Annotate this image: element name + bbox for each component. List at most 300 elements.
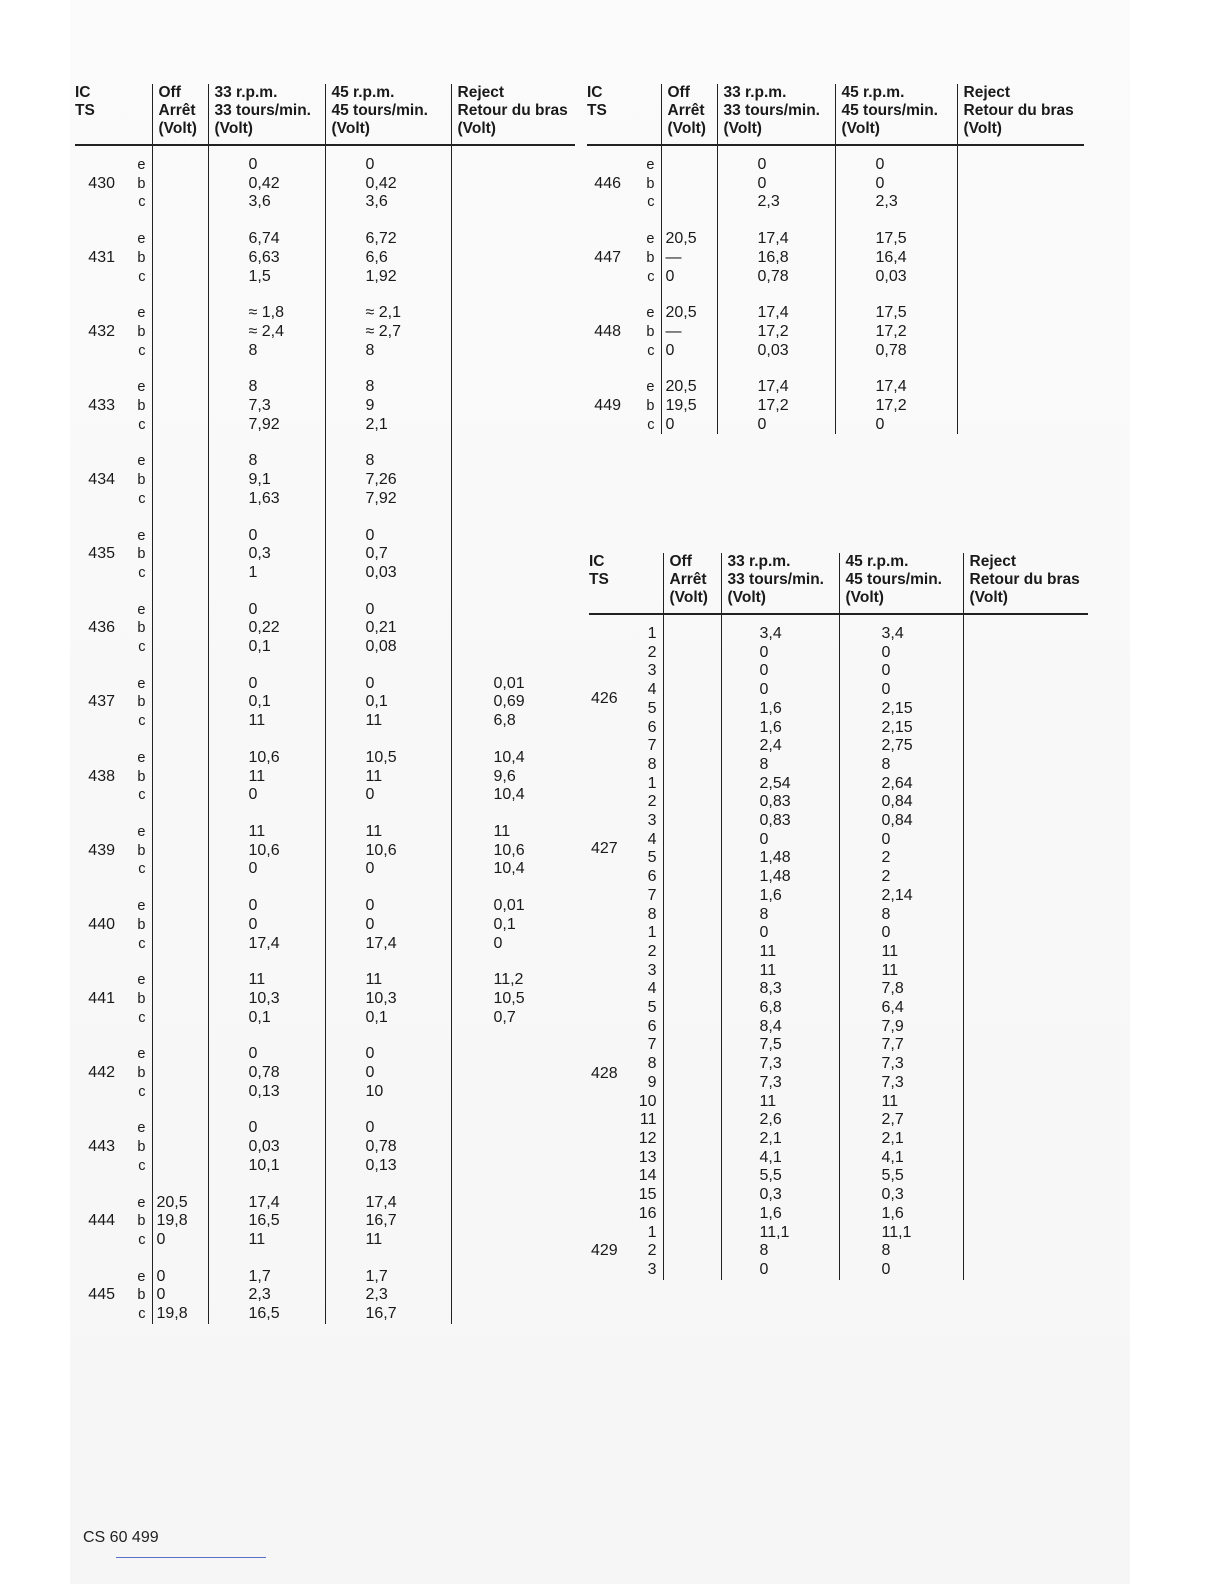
- voltage-value: 2,15: [881, 718, 913, 736]
- pin-number: 7: [647, 886, 657, 904]
- voltage-value: 7,5: [759, 1036, 782, 1054]
- pin-label: e: [137, 601, 146, 618]
- transistor-row: [75, 1250, 575, 1324]
- reject-values: [957, 360, 1084, 434]
- reject-values: [451, 212, 575, 286]
- header-33-rpm-line: 33 r.p.m.: [727, 553, 791, 570]
- voltage-value: 0: [875, 415, 885, 433]
- pin-number: 2: [647, 793, 657, 811]
- pin-number: 1: [647, 924, 657, 942]
- voltage-value: [157, 342, 208, 361]
- voltage-value: [157, 935, 208, 954]
- voltage-value: [1000, 378, 1085, 397]
- pin-number: 6: [647, 1017, 657, 1035]
- reject-values: [451, 509, 575, 583]
- table-header: [587, 84, 1084, 145]
- voltage-value: [157, 897, 208, 916]
- voltage-value: 0: [759, 662, 769, 680]
- pin-labels: [621, 286, 661, 360]
- header-33-rpm-line: 33 r.p.m.: [214, 84, 278, 101]
- rpm33-values: [208, 1027, 325, 1101]
- voltage-value: [157, 564, 208, 583]
- voltage-value: [157, 378, 208, 397]
- pin-number: 2: [647, 942, 657, 960]
- reject-values: [957, 212, 1084, 286]
- voltage-value: [157, 397, 208, 416]
- transistor-id: 431: [88, 248, 115, 266]
- pin-number: 16: [638, 1204, 657, 1222]
- transistor-row: [75, 509, 575, 583]
- header-reject-line: Reject: [457, 84, 505, 101]
- pin-label: b: [646, 249, 655, 266]
- voltage-value: [494, 304, 576, 323]
- voltage-value: 0: [248, 786, 258, 804]
- voltage-value: 10,6: [493, 841, 525, 859]
- off-values: [152, 434, 208, 508]
- voltage-value: [1000, 175, 1085, 194]
- ic-row: [589, 614, 1088, 775]
- pin-labels: [115, 212, 152, 286]
- voltage-value: 7,3: [759, 1073, 782, 1091]
- rpm45-values: [835, 212, 957, 286]
- voltage-value: 0,83: [759, 812, 791, 830]
- transistor-table-left: [75, 84, 575, 1324]
- voltage-value: [494, 1119, 576, 1138]
- voltage-value: 6,6: [365, 248, 388, 266]
- off-values: [152, 286, 208, 360]
- pin-label: b: [137, 1287, 146, 1304]
- header-reject: [957, 84, 1084, 145]
- voltage-value: 0: [875, 156, 885, 173]
- voltage-value: 16,4: [875, 248, 907, 266]
- voltage-value: 0: [881, 643, 891, 661]
- pin-number: 13: [638, 1148, 657, 1166]
- transistor-table-right: [587, 84, 1084, 434]
- pin-number: 10: [638, 1092, 657, 1110]
- rpm45-values: [325, 145, 451, 212]
- pin-label: c: [138, 342, 146, 359]
- table-body: [587, 145, 1084, 434]
- voltage-value: 0: [248, 674, 258, 692]
- voltage-value: 8,3: [759, 980, 782, 998]
- pin-label: c: [138, 1306, 146, 1323]
- voltage-value: [157, 971, 208, 990]
- off-values: [661, 360, 717, 434]
- voltage-value: 1,63: [248, 489, 280, 507]
- voltage-value: 0,1: [365, 693, 388, 711]
- rpm45-values: [325, 434, 451, 508]
- pin-number: 5: [647, 999, 657, 1017]
- voltage-value: 0: [248, 600, 258, 618]
- pin-label: e: [137, 157, 146, 173]
- voltage-value: [157, 1064, 208, 1083]
- header-45-rpm-line: 45 r.p.m.: [841, 84, 905, 101]
- header-off-line: (Volt): [158, 120, 197, 137]
- pin-label: b: [137, 842, 146, 859]
- voltage-value: 0: [757, 415, 767, 433]
- transistor-id: 441: [88, 989, 115, 1007]
- voltage-value: [157, 1009, 208, 1028]
- rpm45-values: [325, 1027, 451, 1101]
- voltage-value: 8: [881, 1242, 891, 1260]
- voltage-value: [157, 1083, 208, 1102]
- pin-label: b: [646, 323, 655, 340]
- voltage-value: 0: [365, 897, 375, 915]
- reject-values: [451, 879, 575, 953]
- voltage-value: [157, 1045, 208, 1064]
- pin-number: 11: [639, 1111, 657, 1129]
- rpm33-values: [208, 805, 325, 879]
- header-45-rpm-line: 45 tours/min.: [331, 102, 428, 119]
- voltage-value: 11: [365, 822, 383, 840]
- voltage-value: 11: [881, 942, 899, 960]
- pin-label: e: [137, 1046, 146, 1063]
- voltage-value: 11: [365, 712, 383, 730]
- off-values: [661, 286, 717, 360]
- transistor-row: [75, 731, 575, 805]
- pin-number: 4: [647, 681, 657, 699]
- voltage-value: 10,4: [493, 860, 525, 878]
- voltage-value: 10,3: [365, 989, 397, 1007]
- voltage-value: 0,1: [248, 693, 271, 711]
- pin-labels: [115, 583, 152, 657]
- off-values: [661, 145, 717, 212]
- header-33-rpm-line: (Volt): [723, 120, 762, 137]
- voltage-value: 0,03: [875, 267, 907, 285]
- transistor-id: 447: [594, 248, 621, 266]
- voltage-value: 2,3: [875, 193, 898, 211]
- voltage-value: 6,72: [365, 230, 397, 248]
- pin-number: 8: [647, 1055, 657, 1073]
- reject-values: [963, 614, 1088, 775]
- voltage-value: 9: [365, 397, 375, 415]
- pin-number: 4: [647, 830, 657, 848]
- voltage-value: 8: [248, 452, 258, 470]
- voltage-value: 2,3: [757, 193, 780, 211]
- header-33-rpm: [208, 84, 325, 145]
- off-values: [152, 212, 208, 286]
- pin-label: c: [138, 1083, 146, 1100]
- voltage-value: 16,5: [248, 1305, 280, 1323]
- pin-label: b: [137, 1139, 146, 1156]
- voltage-value: 0: [365, 786, 375, 804]
- voltage-value: 1,7: [365, 1267, 388, 1285]
- voltage-value: 7,9: [881, 1017, 904, 1035]
- header-reject-line: Retour du bras: [963, 102, 1074, 119]
- rpm45-values: [839, 1224, 963, 1280]
- transistor-row: [587, 145, 1084, 212]
- rpm45-values: [325, 1101, 451, 1175]
- rpm33-values: [721, 775, 839, 925]
- voltage-value: [157, 323, 208, 342]
- pin-labels: [115, 434, 152, 508]
- voltage-value: 1,5: [248, 267, 271, 285]
- voltage-value: [494, 1305, 576, 1324]
- pin-label: e: [646, 157, 655, 173]
- pin-label: e: [137, 1268, 146, 1285]
- rpm33-values: [721, 614, 839, 775]
- transistor-id: 430: [88, 174, 115, 192]
- pin-label: b: [646, 398, 655, 415]
- voltage-value: 2,1: [881, 1129, 904, 1147]
- rpm33-values: [721, 1224, 839, 1280]
- pin-label: c: [647, 342, 655, 359]
- voltage-value: 0: [881, 924, 891, 942]
- off-values: [663, 924, 721, 1223]
- transistor-row: [75, 953, 575, 1027]
- pin-label: b: [137, 546, 146, 563]
- pin-number: 3: [647, 1260, 657, 1278]
- voltage-value: 0: [365, 1119, 375, 1137]
- voltage-value: 0: [365, 915, 375, 933]
- voltage-value: [157, 416, 208, 435]
- voltage-value: 8: [759, 1242, 769, 1260]
- header-ic-ts-line: IC: [587, 84, 603, 101]
- reject-values: [451, 657, 575, 731]
- transistor-row: [587, 360, 1084, 434]
- voltage-value: 5,5: [881, 1167, 904, 1185]
- voltage-value: 0,13: [248, 1082, 280, 1100]
- voltage-value: [494, 416, 576, 435]
- voltage-value: ≈ 2,7: [365, 322, 401, 340]
- header-45-rpm: [325, 84, 451, 145]
- voltage-value: 0: [248, 915, 258, 933]
- pin-label: b: [137, 1213, 146, 1230]
- voltage-value: 10: [365, 1082, 384, 1100]
- off-values: [152, 1250, 208, 1324]
- voltage-value: 3,4: [759, 625, 782, 642]
- voltage-value: [1000, 397, 1085, 416]
- voltage-value: 8: [881, 905, 891, 923]
- voltage-value: 0: [759, 924, 769, 942]
- voltage-value: 17,2: [875, 322, 907, 340]
- pin-number: 8: [647, 755, 657, 773]
- pin-numbers: [623, 614, 663, 775]
- voltage-value: 2,64: [881, 774, 913, 792]
- pin-label: c: [138, 861, 146, 878]
- voltage-value: 10,6: [248, 748, 280, 766]
- rpm45-values: [839, 924, 963, 1223]
- rpm45-values: [325, 953, 451, 1027]
- voltage-value: 4,1: [881, 1148, 904, 1166]
- table-header: [589, 553, 1088, 614]
- rpm45-values: [325, 657, 451, 731]
- voltage-value: 11: [365, 1230, 383, 1248]
- voltage-value: 17,4: [365, 1193, 397, 1211]
- header-off-line: Off: [667, 84, 690, 101]
- rpm45-values: [325, 1250, 451, 1324]
- voltage-value: 19,8: [156, 1212, 188, 1230]
- pin-labels: [115, 805, 152, 879]
- pin-labels: [115, 731, 152, 805]
- header-ic-ts-line: IC: [75, 84, 91, 101]
- voltage-value: [494, 378, 576, 397]
- pin-label: e: [137, 675, 146, 692]
- header-reject-line: Reject: [963, 84, 1011, 101]
- voltage-value: 8: [248, 341, 258, 359]
- header-33-rpm-line: 33 tours/min.: [727, 571, 824, 588]
- rpm33-values: [208, 1176, 325, 1250]
- voltage-value: [157, 601, 208, 620]
- pin-labels: [115, 953, 152, 1027]
- pin-label: c: [138, 713, 146, 730]
- voltage-value: [157, 452, 208, 471]
- pin-label: c: [138, 194, 146, 211]
- pin-label: c: [138, 1157, 146, 1174]
- pin-label: b: [137, 1065, 146, 1082]
- pin-number: 4: [647, 980, 657, 998]
- header-45-rpm-line: 45 r.p.m.: [845, 553, 909, 570]
- voltage-value: [157, 823, 208, 842]
- pin-label: b: [137, 398, 146, 415]
- rpm45-values: [325, 509, 451, 583]
- voltage-value: [494, 471, 576, 490]
- voltage-value: [157, 693, 208, 712]
- transistor-id: 439: [88, 841, 115, 859]
- voltage-value: 0: [665, 415, 675, 433]
- voltage-value: [494, 1231, 576, 1250]
- rpm33-values: [721, 924, 839, 1223]
- header-off-line: Arrêt: [667, 102, 705, 119]
- header-ic-ts-line: TS: [587, 102, 607, 119]
- voltage-value: 20,5: [665, 378, 697, 396]
- pin-label: c: [138, 268, 146, 285]
- pin-number: 14: [638, 1167, 657, 1185]
- voltage-value: [157, 268, 208, 287]
- voltage-value: [157, 304, 208, 323]
- voltage-value: 0: [248, 1119, 258, 1137]
- header-45-rpm: [839, 553, 963, 614]
- voltage-value: 1,6: [759, 699, 782, 717]
- voltage-value: [157, 490, 208, 509]
- header-reject-line: Retour du bras: [969, 571, 1080, 588]
- rpm33-values: [208, 657, 325, 731]
- transistor-id: 433: [88, 397, 115, 415]
- voltage-value: 1,6: [759, 718, 782, 736]
- header-33-rpm: [721, 553, 839, 614]
- header-off-line: Off: [669, 553, 692, 570]
- transistor-id: 443: [88, 1138, 115, 1156]
- voltage-value: 0,42: [365, 174, 397, 192]
- voltage-value: 7,3: [759, 1055, 782, 1073]
- header-reject: [963, 553, 1088, 614]
- transistor-id: 446: [594, 174, 621, 192]
- voltage-value: [157, 675, 208, 694]
- pin-labels: [115, 1027, 152, 1101]
- off-values: [152, 145, 208, 212]
- pin-number: 3: [647, 961, 657, 979]
- voltage-value: [157, 860, 208, 879]
- voltage-value: 11: [365, 767, 383, 785]
- voltage-value: [494, 1064, 576, 1083]
- voltage-value: [666, 175, 717, 194]
- voltage-value: 2,1: [365, 415, 388, 433]
- rpm45-values: [839, 614, 963, 775]
- header-45-rpm-line: 45 tours/min.: [845, 571, 942, 588]
- voltage-value: 1,7: [248, 1267, 271, 1285]
- voltage-value: 7,3: [881, 1055, 904, 1073]
- voltage-value: —: [665, 322, 682, 340]
- pin-label: c: [138, 490, 146, 507]
- voltage-value: 0: [875, 174, 885, 192]
- header-off: [663, 553, 721, 614]
- header-33-rpm-line: 33 tours/min.: [214, 102, 311, 119]
- voltage-value: 20,5: [665, 230, 697, 248]
- voltage-value: 0: [881, 681, 891, 699]
- rpm33-values: [717, 286, 835, 360]
- voltage-value: 17,4: [757, 304, 789, 322]
- off-values: [152, 805, 208, 879]
- voltage-value: 11: [759, 1092, 777, 1110]
- transistor-id: 432: [88, 322, 115, 340]
- ic-id: 429: [591, 1242, 618, 1260]
- header-33-rpm-line: 33 tours/min.: [723, 102, 820, 119]
- pin-label: c: [138, 935, 146, 952]
- pin-labels: [621, 145, 661, 212]
- voltage-value: 6,63: [248, 248, 280, 266]
- pin-number: 6: [647, 868, 657, 886]
- ic-id: 426: [591, 690, 618, 708]
- pin-numbers: [623, 924, 663, 1223]
- voltage-value: 2,6: [759, 1111, 782, 1129]
- voltage-value: 0,21: [365, 619, 397, 637]
- off-values: [663, 775, 721, 925]
- pin-label: e: [137, 453, 146, 470]
- transistor-row: [75, 286, 575, 360]
- voltage-value: 10,5: [365, 748, 397, 766]
- voltage-value: [494, 1138, 576, 1157]
- pin-numbers: [623, 775, 663, 925]
- off-values: [152, 731, 208, 805]
- ic-row: [589, 1224, 1088, 1280]
- voltage-value: 17,4: [757, 378, 789, 396]
- voltage-value: 17,4: [875, 378, 907, 396]
- header-ic-ts-line: TS: [589, 571, 609, 588]
- pin-label: c: [138, 639, 146, 656]
- pin-labels: [115, 360, 152, 434]
- voltage-value: 17,2: [875, 397, 907, 415]
- reject-values: [963, 924, 1088, 1223]
- voltage-value: [494, 268, 576, 287]
- voltage-value: 0,08: [365, 638, 397, 656]
- header-reject: [451, 84, 575, 145]
- pin-number: 5: [647, 699, 657, 717]
- table-body: [589, 614, 1088, 1280]
- header-45-rpm: [835, 84, 957, 145]
- reject-values: [451, 953, 575, 1027]
- voltage-value: 0,3: [759, 1186, 782, 1204]
- voltage-value: 1,48: [759, 849, 791, 867]
- header-45-rpm-line: 45 r.p.m.: [331, 84, 395, 101]
- voltage-value: [157, 990, 208, 1009]
- voltage-value: 7,7: [881, 1036, 904, 1054]
- voltage-value: [157, 156, 208, 175]
- voltage-value: 8: [365, 452, 375, 470]
- voltage-value: 0: [248, 526, 258, 544]
- voltage-value: [494, 230, 576, 249]
- voltage-value: 10,4: [493, 786, 525, 804]
- transistor-row: [75, 434, 575, 508]
- voltage-value: [1000, 230, 1085, 249]
- voltage-value: 0,03: [248, 1138, 280, 1156]
- voltage-value: 4,1: [759, 1148, 782, 1166]
- pin-label: c: [138, 787, 146, 804]
- pin-number: 8: [647, 905, 657, 923]
- voltage-value: 17,5: [875, 230, 907, 248]
- ic-id: 427: [591, 840, 618, 858]
- voltage-value: 2: [881, 868, 891, 886]
- rpm33-values: [208, 953, 325, 1027]
